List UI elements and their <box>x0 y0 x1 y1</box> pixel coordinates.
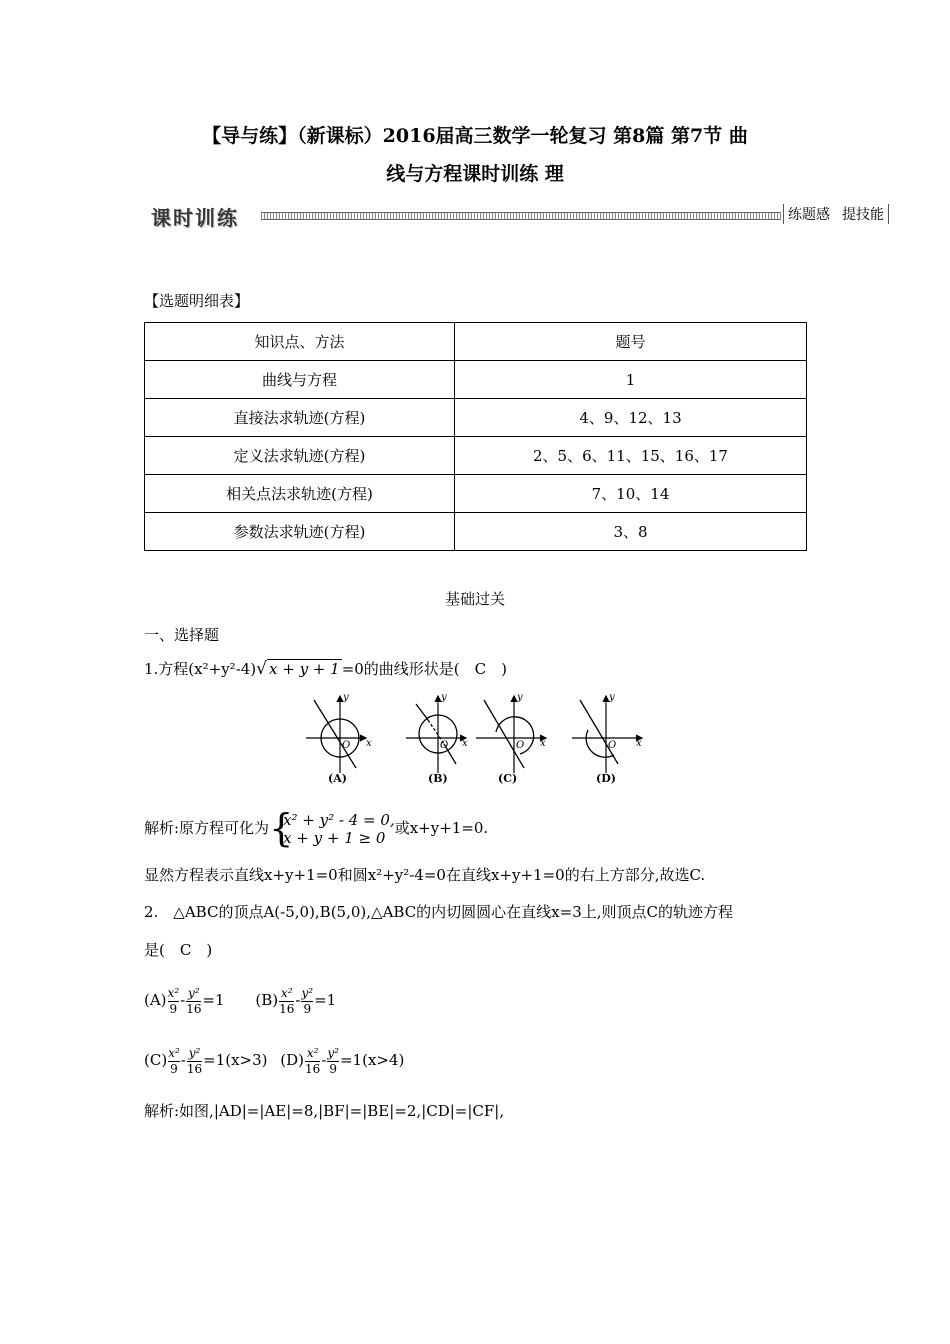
numerator: y² <box>188 1045 201 1060</box>
table-cell: 4、9、12、13 <box>455 399 807 437</box>
fraction <box>327 1046 339 1077</box>
axis-x-label: x <box>366 738 372 749</box>
document-title-line-1: 【导与练】（新课标）2016届高三数学一轮复习 第8篇 第7节 曲 <box>202 125 748 147</box>
denominator: 9 <box>170 1061 178 1076</box>
question-1-prefix: 1.方程(x²+y²-4) <box>144 660 257 678</box>
table-cell: 相关点法求轨迹(方程) <box>145 475 455 513</box>
option-a: (A) $\frac{\text{x²}}{9}$ - $\frac{\text{y²}}{16}$ =1 <box>144 985 225 1016</box>
denominator: 9 <box>169 1001 178 1016</box>
denominator: 16 <box>279 1001 295 1016</box>
radical-sign: √ <box>256 659 267 679</box>
fraction <box>168 1046 180 1077</box>
origin-label: O <box>440 740 449 751</box>
banner-label: 课时训练 <box>151 206 239 230</box>
option-tail: =1(x>3) <box>203 1051 268 1069</box>
question-1-analysis <box>144 806 489 850</box>
numerator: y² <box>188 985 200 1000</box>
part-title: 一、选择题 <box>144 626 220 644</box>
fraction <box>186 986 201 1017</box>
denominator: 9 <box>303 1001 312 1016</box>
table-cell: 7、10、14 <box>455 475 807 513</box>
numerator: x² <box>280 985 293 1000</box>
question-1-figures <box>300 688 660 788</box>
figure-label: (A) <box>328 772 347 785</box>
table-cell: 定义法求轨迹(方程) <box>145 437 455 475</box>
numerator: x² <box>306 1045 319 1060</box>
figure-a <box>306 692 372 785</box>
option-label: (A) <box>144 991 167 1009</box>
fraction <box>168 986 180 1017</box>
numerator: y² <box>327 1045 339 1060</box>
axis-x-label: x <box>636 738 642 749</box>
banner-tagline <box>783 204 889 224</box>
denominator: 16 <box>305 1061 321 1076</box>
table-header-cell: 题号 <box>455 323 807 361</box>
figure-label: (D) <box>596 772 616 785</box>
table-cell: 参数法求轨迹(方程) <box>145 513 455 551</box>
option-tail: =1(x>4) <box>339 1051 405 1069</box>
table-row <box>145 399 807 437</box>
fraction <box>279 986 294 1017</box>
document-title-line-2: 线与方程课时训练 理 <box>386 163 564 185</box>
denominator: 9 <box>329 1061 337 1076</box>
fraction <box>301 986 313 1017</box>
axis-y-label: y <box>343 692 349 703</box>
table-heading: 【选题明细表】 <box>144 292 250 310</box>
origin-label: O <box>342 740 351 751</box>
option-label: (C) <box>144 1051 168 1069</box>
option-label: (D) <box>280 1051 305 1069</box>
option-d: (D) $\frac{\text{x²}}{16}$ - $\frac{\text{y²}}{9}$ =1(x>4) <box>280 1045 405 1076</box>
table-cell: 曲线与方程 <box>145 361 455 399</box>
section-banner <box>143 202 893 230</box>
option-b: (B) $\frac{\text{x²}}{16}$ - $\frac{\text{y²}}{9}$ =1 <box>255 985 337 1016</box>
table-row <box>145 513 807 551</box>
banner-tag-skill: 提技能 <box>842 207 884 223</box>
banner-tag-practice: 练题感 <box>788 207 830 223</box>
figure-label: (C) <box>498 772 518 785</box>
axis-x-label: x <box>462 738 468 749</box>
fraction <box>305 1046 320 1077</box>
option-c: (C) $\frac{\text{x²}}{9}$ - $\frac{\text{y²}}{16}$ =1(x>3) <box>144 1045 268 1076</box>
axis-y-label: y <box>517 692 523 703</box>
table-cell: 直接法求轨迹(方程) <box>145 399 455 437</box>
question-1 <box>144 658 507 680</box>
figure-b <box>406 692 468 785</box>
table-cell: 1 <box>455 361 807 399</box>
brace-icon: { <box>269 806 294 850</box>
sqrt-expression <box>256 658 342 680</box>
option-label: (B) <box>255 991 279 1009</box>
banner-divider <box>261 212 781 220</box>
axis-x-label: x <box>540 738 546 749</box>
question-1-conclusion: 显然方程表示直线x+y+1=0和圆x²+y²-4=0在直线x+y+1=0的右上方部分,故选C. <box>144 866 706 884</box>
figure-label: (B) <box>428 772 448 785</box>
table-header-row <box>145 323 807 361</box>
topic-table <box>144 322 807 551</box>
analysis-prefix: 解析:原方程可化为 <box>144 819 270 837</box>
table-row <box>145 475 807 513</box>
radicand: x + y + 1 <box>269 660 340 678</box>
question-2-analysis: 解析:如图,|AD|=|AE|=8,|BF|=|BE|=2,|CD|=|CF|, <box>144 1102 505 1120</box>
question-1-suffix: =0的曲线形状是( C ) <box>341 660 507 678</box>
origin-label: O <box>608 740 617 751</box>
system-line-2: x + y + 1 ≥ 0 <box>283 829 386 847</box>
numerator: y² <box>301 985 314 1000</box>
table-cell: 3、8 <box>455 513 807 551</box>
table-row <box>145 437 807 475</box>
question-2-line-1: 2. △ABC的顶点A(-5,0),B(5,0),△ABC的内切圆圆心在直线x=3上,则顶点C的轨迹方程 <box>144 903 734 921</box>
axis-y-label: y <box>441 692 447 703</box>
section-title: 基础过关 <box>444 590 505 608</box>
analysis-suffix: 或x+y+1=0. <box>394 819 489 837</box>
options-row-2 <box>144 1042 404 1078</box>
equation-system <box>269 806 395 850</box>
question-2-line-2: 是( C ) <box>144 941 213 959</box>
system-line-1: x² + y² - 4 = 0, <box>283 811 395 829</box>
table-cell: 2、5、6、11、15、16、17 <box>455 437 807 475</box>
options-row-1 <box>144 982 336 1018</box>
table-header-cell: 知识点、方法 <box>145 323 455 361</box>
fraction <box>187 1046 202 1077</box>
option-tail: =1 <box>202 991 225 1009</box>
figure-c <box>476 692 546 785</box>
table-row <box>145 361 807 399</box>
option-tail: =1 <box>314 991 337 1009</box>
numerator: x² <box>168 1045 180 1060</box>
axis-y-label: y <box>609 692 615 703</box>
origin-label: O <box>516 740 525 751</box>
numerator: x² <box>167 985 180 1000</box>
figure-d <box>572 692 642 785</box>
denominator: 16 <box>186 1061 203 1076</box>
denominator: 16 <box>186 1001 202 1016</box>
